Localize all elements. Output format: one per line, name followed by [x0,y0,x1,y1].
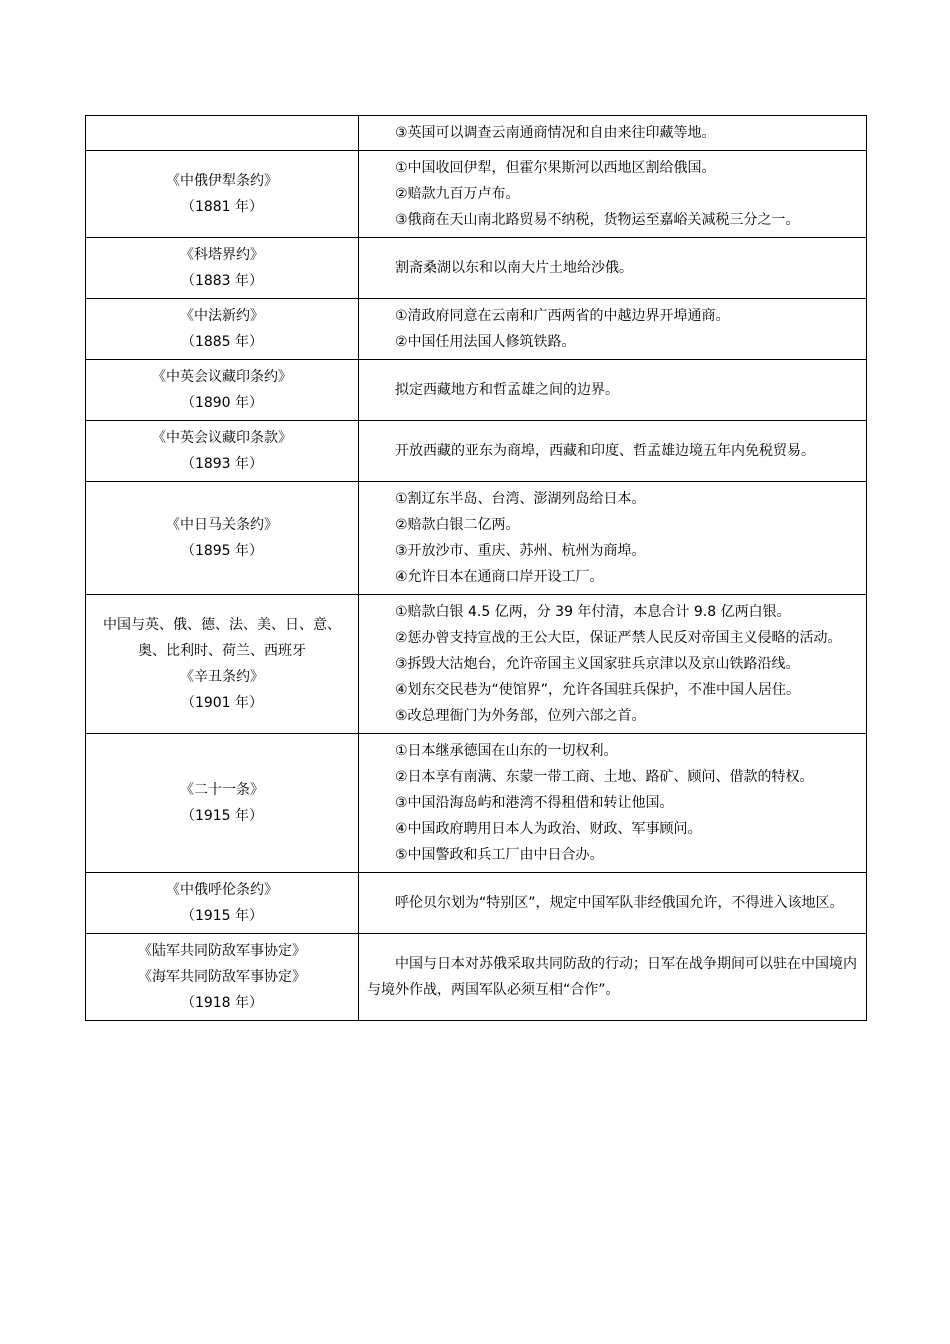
treaty-clause: 开放西藏的亚东为商埠，西藏和印度、哲孟雄边境五年内免税贸易。 [395,443,815,459]
treaty-name-line: 《海军共同防敌军事协定》 [138,969,306,985]
treaty-name-line: 《辛丑条约》 [180,669,264,685]
treaty-name-line: （1890 年） [180,395,264,411]
treaty-name-cell [86,360,359,421]
table-row [86,421,867,482]
table-row [86,873,867,934]
treaty-content-cell [359,595,867,734]
treaty-name-line: 《科塔界约》 [180,247,264,263]
treaty-clause: ②惩办曾支持宣战的王公大臣，保证严禁人民反对帝国主义侵略的活动。 [395,630,842,646]
table-row [86,238,867,299]
treaty-content-cell [359,934,867,1021]
treaty-clause: ⑤中国警政和兵工厂由中日合办。 [395,847,604,863]
table-row [86,934,867,1021]
treaty-name-line: （1885 年） [180,334,264,350]
treaty-clause: ④允许日本在通商口岸开设工厂。 [395,569,604,585]
treaty-name-line: 《二十一条》 [180,782,264,798]
treaty-content-cell [359,116,867,151]
treaty-name-line: 《中俄伊犁条约》 [166,173,278,189]
treaty-clause: ②赔款九百万卢布。 [395,186,520,202]
treaty-name-cell [86,116,359,151]
treaty-name-line: 《陆军共同防敌军事协定》 [138,943,306,959]
treaty-clause: 中国与日本对苏俄采取共同防敌的行动；日军在战争期间可以驻在中国境内与境外作战，两国军队必须互相“合作”。 [367,956,857,998]
treaty-name-line: 中国与英、俄、德、法、美、日、意、奥、比利时、荷兰、西班牙 [103,617,341,659]
treaty-name-cell [86,482,359,595]
treaty-clause: 拟定西藏地方和哲孟雄之间的边界。 [395,382,619,398]
treaty-content-cell [359,734,867,873]
treaty-name-line: （1881 年） [180,199,264,215]
treaty-clause: 呼伦贝尔划为“特别区”，规定中国军队非经俄国允许，不得进入该地区。 [395,895,844,911]
treaty-clause: ③俄商在天山南北路贸易不纳税，货物运至嘉峪关减税三分之一。 [395,212,800,228]
table-row [86,734,867,873]
treaty-clause: ①日本继承德国在山东的一切权利。 [395,743,618,759]
treaty-name-line: （1915 年） [180,908,264,924]
treaty-name-cell [86,151,359,238]
treaty-name-line: 《中日马关条约》 [166,517,278,533]
treaty-clause: ①割辽东半岛、台湾、澎湖列岛给日本。 [395,491,646,507]
treaty-content-cell [359,238,867,299]
treaty-content-cell [359,299,867,360]
treaty-name-line: （1893 年） [180,456,264,472]
treaty-clause: ③开放沙市、重庆、苏州、杭州为商埠。 [395,543,646,559]
treaty-content-cell [359,360,867,421]
treaty-clause: ⑤改总理衙门为外务部，位列六部之首。 [395,708,646,724]
treaty-table [85,115,867,1021]
treaty-name-line: 《中英会议藏印条款》 [152,430,292,446]
treaty-name-line: （1918 年） [180,995,264,1011]
treaty-clause: ①清政府同意在云南和广西两省的中越边界开埠通商。 [395,308,730,324]
treaty-name-line: （1901 年） [180,695,264,711]
treaty-name-line: 《中英会议藏印条约》 [152,369,292,385]
table-body [86,116,867,1021]
treaty-name-cell [86,595,359,734]
treaty-name-line: （1895 年） [180,543,264,559]
treaty-content-cell [359,421,867,482]
treaty-clause: ④中国政府聘用日本人为政治、财政、军事顾问。 [395,821,702,837]
treaty-clause: ①赔款白银 4.5 亿两，分 39 年付清，本息合计 9.8 亿两白银。 [395,604,791,620]
treaty-name-line: （1883 年） [180,273,264,289]
treaty-name-line: （1915 年） [180,808,264,824]
treaty-name-line: 《中俄呼伦条约》 [166,882,278,898]
treaty-clause: ④划东交民巷为“使馆界”，允许各国驻兵保护，不准中国人居住。 [395,682,801,698]
treaty-name-line: 《中法新约》 [180,308,264,324]
table-row [86,151,867,238]
table-row [86,360,867,421]
table-row [86,595,867,734]
treaty-clause: ②中国任用法国人修筑铁路。 [395,334,576,350]
table-row [86,116,867,151]
treaty-clause: 割斋桑湖以东和以南大片土地给沙俄。 [395,260,633,276]
treaty-clause: ③中国沿海岛屿和港湾不得租借和转让他国。 [395,795,674,811]
treaty-clause: ②赔款白银二亿两。 [395,517,520,533]
treaty-content-cell [359,151,867,238]
treaty-clause: ③拆毁大沽炮台，允许帝国主义国家驻兵京津以及京山铁路沿线。 [395,656,800,672]
treaty-name-cell [86,421,359,482]
treaty-name-cell [86,934,359,1021]
treaty-content-cell [359,873,867,934]
table-row [86,482,867,595]
treaty-content-cell [359,482,867,595]
treaty-name-cell [86,238,359,299]
table-row [86,299,867,360]
treaty-name-cell [86,299,359,360]
treaty-clause: ①中国收回伊犁，但霍尔果斯河以西地区割给俄国。 [395,160,716,176]
treaty-clause: ③英国可以调查云南通商情况和自由来往印藏等地。 [395,125,716,141]
treaty-clause: ②日本享有南满、东蒙一带工商、土地、路矿、顾问、借款的特权。 [395,769,814,785]
treaty-name-cell [86,873,359,934]
treaty-name-cell [86,734,359,873]
